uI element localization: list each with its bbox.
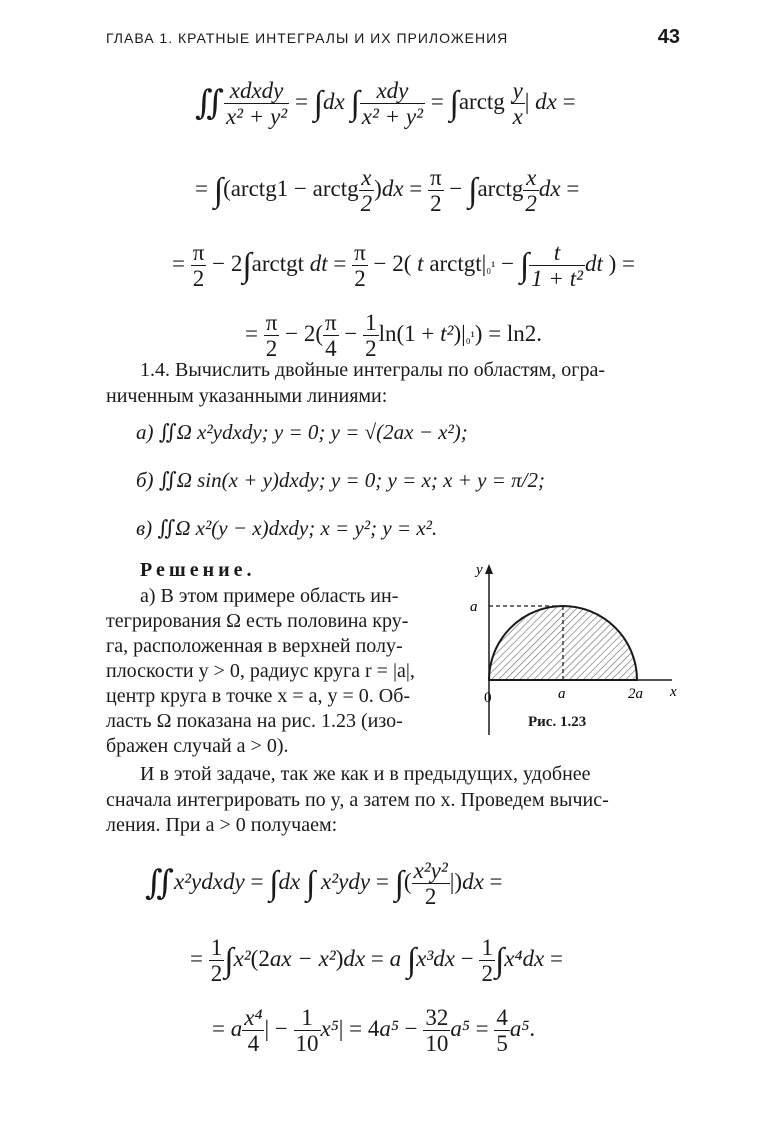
- page-number: 43: [657, 26, 680, 48]
- running-header: [106, 26, 680, 50]
- chapter-title: ГЛАВА 1. КРАТНЫЕ ИНТЕГРАЛЫ И ИХ ПРИЛОЖЕНИЯ: [106, 30, 509, 46]
- solution-p1-l5: центр круга в точке x = a, y = 0. Об-: [106, 685, 411, 707]
- half-disc-diagram: [462, 560, 682, 735]
- formula-line-2: = ∫(arctg1 − arctg $\frac{x}{2}$ )dx = $\frac{\pi}{2}$ − ∫arctg $\frac{x}{2}$ dx =: [195, 165, 580, 217]
- problem-line-1: 1.4. Вычислить двойные интегралы по областям, огра-: [140, 359, 606, 381]
- axis-label-x: x: [670, 684, 677, 700]
- problem-item-b: б) ∬Ω sin(x + y)dxdy; y = 0; y = x; x + y = π/2;: [136, 468, 545, 492]
- label-a-on-x: a: [558, 686, 566, 702]
- formula2-line-2: = $\frac{1}{2}$ ∫x²(2ax − x²)dx = a ∫x³dx − $\frac{1}{2}$ ∫x⁴dx =: [190, 935, 563, 987]
- formula-line-3: = $\frac{\pi}{2}$ − 2∫arctgt dt = $\frac{\pi}{2}$ − 2( t arctgt|₀¹ − ∫ $\frac{t}{\text{1 + t²}}$ dt ) =: [172, 240, 636, 292]
- problem-item-c: в) ∬Ω x²(y − x)dxdy; x = y²; y = x².: [136, 516, 438, 540]
- figure-caption: Рис. 1.23: [528, 714, 587, 730]
- solution-p2-l1: И в этой задаче, так же как и в предыдущих, удобнее: [140, 763, 591, 785]
- label-origin: 0: [484, 690, 492, 706]
- solution-p1-l7: бражен случай a > 0).: [106, 735, 289, 757]
- solution-p1-l3: га, расположенная в верхней полу-: [106, 635, 403, 657]
- formula2-line-1: ∬x²ydxdy = ∫dx ∫ x²ydy = ∫( $\frac{\text{x²y²}}{2}$ |)dx =: [145, 858, 503, 910]
- problem-line-2: ниченным указанными линиями:: [106, 385, 388, 407]
- solution-p2-l2: сначала интегрировать по y, а затем по x. Проведем вычис-: [106, 789, 609, 811]
- solution-p1-l1: а) В этом примере область ин-: [140, 585, 399, 607]
- formula2-line-3: = a $\frac{\text{x⁴}}{4}$ | − $\frac{1}{10}$ x⁵| = 4a⁵ − $\frac{32}{10}$ a⁵ = $\frac{4}{5}$ a⁵.: [212, 1005, 536, 1057]
- solution-p1-l6: ласть Ω показана на рис. 1.23 (изо-: [106, 710, 403, 732]
- solution-heading: Решение.: [140, 559, 256, 581]
- figure-1-23: [462, 560, 682, 735]
- solution-p2-l3: ления. При a > 0 получаем:: [106, 814, 338, 836]
- formula-line-1: ∬ $\frac{\text{xdxdy}}{\text{x² + y²}}$ = ∫dx ∫ $\frac{\text{xdy}}{\text{x² + y²}}$ = ∫arctg $\frac{y}{x}$ | dx =: [195, 78, 576, 130]
- formula-line-4: = $\frac{\pi}{2}$ − 2( $\frac{\pi}{4}$ − $\frac{1}{2}$ ln(1 + t²)|₀¹) = ln2.: [245, 310, 543, 362]
- y-axis-arrow: [485, 564, 493, 574]
- label-2a: 2a: [628, 686, 643, 702]
- solution-p1-l2: тегрирования Ω есть половина кру-: [106, 610, 409, 632]
- axis-label-y: y: [476, 562, 483, 578]
- label-a-on-y: a: [470, 599, 478, 615]
- problem-item-a: а) ∬Ω x²ydxdy; y = 0; y = √(2ax − x²);: [136, 420, 468, 444]
- solution-p1-l4: плоскости y > 0, радиус круга r = |a|,: [106, 660, 415, 682]
